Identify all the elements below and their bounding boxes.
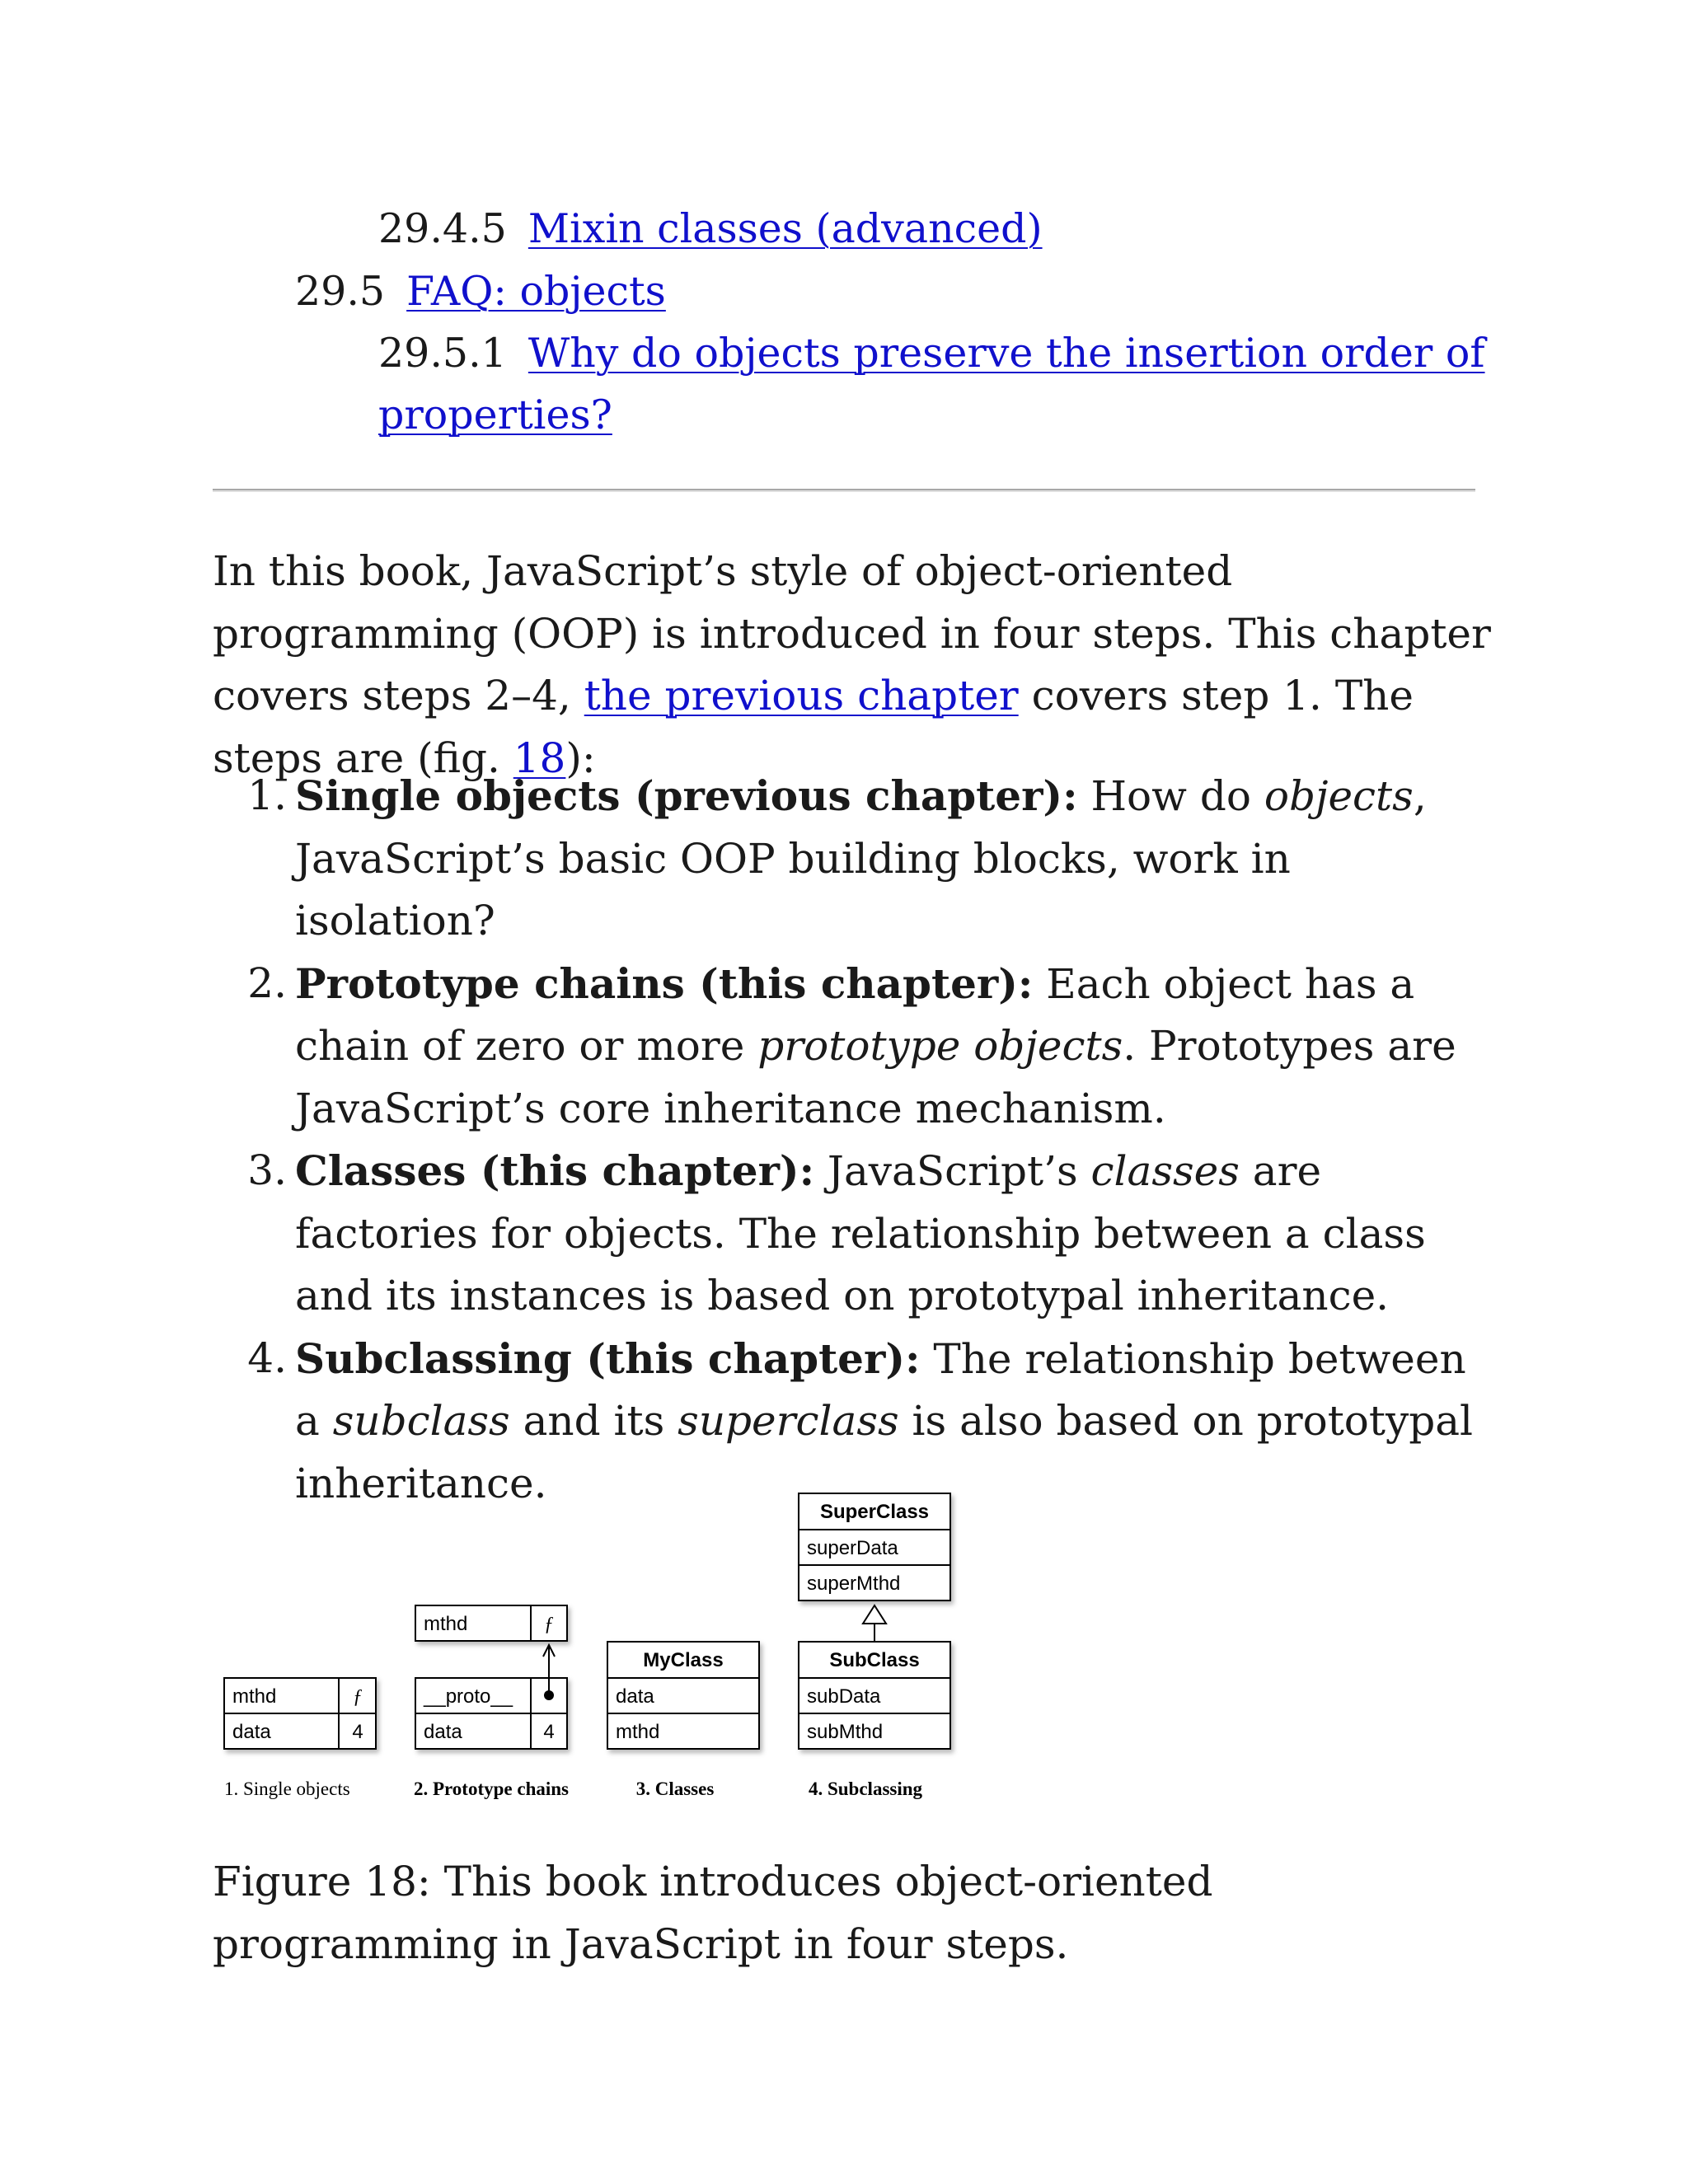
cell-mthd: mthd [232,1685,277,1708]
figure-18-link[interactable]: 18 [513,733,566,782]
class-method: mthd [616,1721,660,1743]
step-heading: Subclassing (this chapter): [295,1333,921,1383]
intro-text: covers step 1. The steps are (fig. [213,672,1414,782]
class-method: superMthd [807,1572,901,1595]
inheritance-arrow [863,1605,886,1642]
function-cell: ƒ [353,1686,363,1708]
toc-link-insertion-order-cont[interactable]: properties? [378,391,612,438]
class-title: SubClass [829,1649,920,1671]
label-classes: 3. Classes [635,1779,715,1799]
intro-text: In this book, JavaScript’s style of object-oriented programming (OOP) is introduced in four steps. This chapter covers steps 2–4, [213,547,1491,719]
class-method: subMthd [807,1721,884,1743]
cell-proto: __proto__ [424,1685,513,1708]
toc-entry [378,198,1043,260]
class-field: subData [807,1685,881,1708]
toc-link-faq-objects[interactable]: FAQ: objects [406,268,666,315]
intro-text: ): [565,733,596,782]
toc-link-insertion-order[interactable]: Why do objects preserve the insertion order of [528,330,1485,377]
list-item [247,765,1474,953]
step-heading: Classes (this chapter): [295,1146,815,1195]
class-title: MyClass [643,1649,724,1671]
toc-entry [378,322,1485,384]
step-emphasis: objects [1264,772,1414,820]
toc-number: 29.5.1 [378,330,507,377]
toc-entry-continued [378,384,612,446]
steps-list [247,765,1474,1515]
step-heading: Single objects (previous chapter): [295,771,1078,820]
step-text: and its [509,1397,678,1445]
label-single-objects: 1. Single objects [224,1779,350,1799]
cell-mthd: mthd [424,1613,468,1635]
myclass-box [607,1642,759,1749]
previous-chapter-link[interactable]: the previous chapter [584,672,1019,719]
step-text: Each object has a chain of zero or more [295,959,1415,1070]
list-number: 4. [247,1333,287,1382]
list-item [247,953,1474,1141]
label-subclassing: 4. Subclassing [808,1779,923,1799]
cell-data: data [424,1721,462,1743]
section-divider [213,489,1475,492]
value-cell: 4 [543,1721,555,1743]
step-emphasis: superclass [678,1397,899,1445]
instance-object-box [415,1678,567,1749]
step-emphasis: subclass [332,1397,510,1445]
toc-number: 29.4.5 [378,205,507,252]
list-number: 2. [247,958,287,1007]
step-text: are factories for objects. The relationship between a class and its instances is based on prototypal inheritance. [295,1147,1426,1319]
step-text: , JavaScript’s basic OOP building blocks, work in isolation? [295,772,1427,944]
list-item [247,1140,1474,1328]
function-cell: ƒ [544,1614,554,1635]
figure-18-diagram [213,1483,1004,1813]
label-prototype-chains: 2. Prototype chains [413,1779,570,1799]
value-cell: 4 [352,1721,363,1743]
step-emphasis: prototype objects [757,1022,1123,1070]
figure-caption: Figure 18: This book introduces object-oriented programming in JavaScript in four steps. [213,1858,1213,1968]
step-text: How do [1077,772,1264,820]
subclass-box [799,1642,950,1749]
single-object-box [224,1678,376,1749]
step-text: is also based on prototypal inheritance. [295,1397,1474,1507]
class-field: data [616,1685,654,1708]
superclass-box [799,1493,950,1601]
step-emphasis: classes [1090,1147,1240,1195]
toc-link-mixin-classes[interactable]: Mixin classes (advanced) [528,205,1043,252]
cell-data: data [232,1721,271,1743]
step-heading: Prototype chains (this chapter): [295,958,1034,1008]
class-field: superData [807,1537,898,1559]
toc-entry [295,260,666,322]
toc-number: 29.5 [295,268,386,315]
intro-paragraph [213,541,1498,790]
step-text: The relationship between a [295,1334,1466,1445]
class-title: SuperClass [819,1501,930,1523]
step-text: JavaScript’s [814,1147,1091,1195]
step-text: . Prototypes are JavaScript’s core inheritance mechanism. [295,1022,1456,1132]
prototype-object-box [415,1605,567,1641]
list-number: 3. [247,1146,287,1194]
list-number: 1. [247,771,287,819]
